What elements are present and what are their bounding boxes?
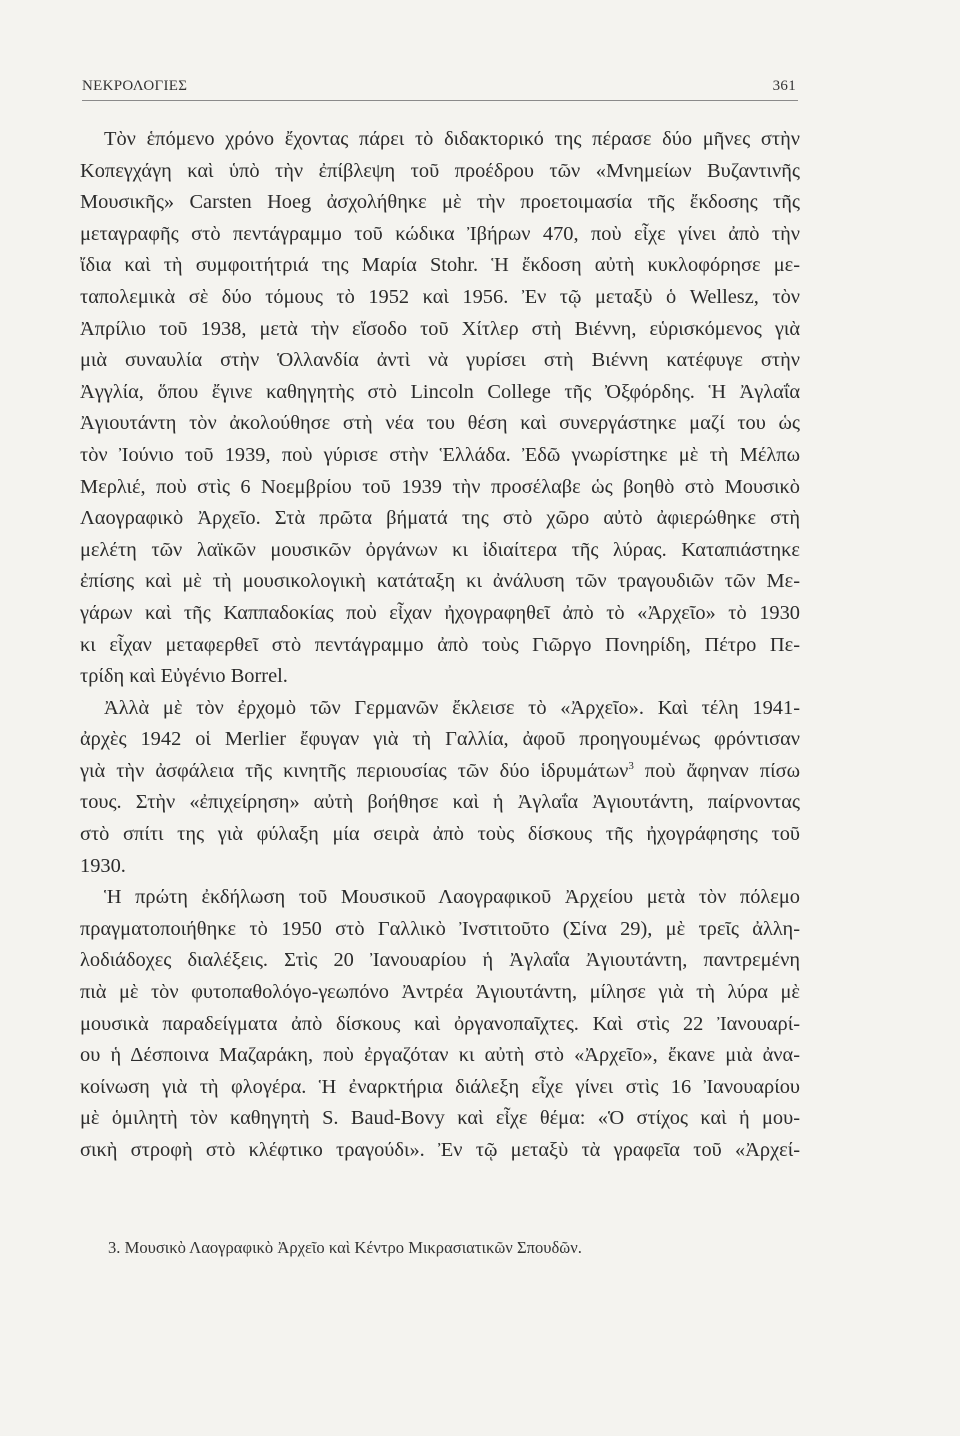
- text-line: τους. Στὴν «ἐπιχείρηση» αὐτὴ βοήθησε καὶ ἡ Ἀγλαΐα Ἀγιουτάντη, παίρνοντας: [80, 791, 800, 814]
- text-line: γάρων καὶ τῆς Καππαδοκίας ποὺ εἶχαν ἠχογραφηθεῖ ἀπὸ τὸ «Ἀρχεῖο» τὸ 1930: [80, 601, 800, 624]
- text-line: τρίδη καὶ Εὐγένιο Borrel.: [80, 665, 288, 688]
- text-line: στὸ σπίτι της γιὰ φύλαξη μία σειρὰ ἀπὸ τοὺς δίσκους τῆς ἠχογράφησης τοῦ: [80, 823, 800, 846]
- text-line: τὸν Ἰούνιο τοῦ 1939, ποὺ γύρισε στὴν Ἑλλάδα. Ἐδῶ γνωρίστηκε μὲ τὴ Μέλπω: [80, 443, 800, 466]
- text-line: μουσικὰ παραδείγματα ἀπὸ δίσκους καὶ ὀργανοπαῖχτες. Καὶ στὶς 22 Ἰανουαρί-: [80, 1012, 800, 1035]
- text-line: ταπολεμικὰ σὲ δύο τόμους τὸ 1952 καὶ 1956. Ἐν τῷ μεταξὺ ὁ Wellesz, τὸν: [80, 285, 800, 308]
- text-line: Ἀπρίλιο τοῦ 1938, μετὰ τὴν εἴσοδο τοῦ Χίτλερ στὴ Βιέννη, εὑρισκόμενος γιὰ: [80, 317, 800, 340]
- text-line: Ἀγιουτάντη τὸν ἀκολούθησε στὴ νέα του θέση καὶ συνεργάστηκε μαζί του ὡς: [80, 412, 800, 435]
- text-line: λοδιάδοχες διαλέξεις. Στὶς 20 Ἰανουαρίου ἡ Ἀγλαΐα Ἀγιουτάντη, παντρεμένη: [80, 949, 800, 972]
- text-line: Μουσικῆς» Carsten Hoeg ἀσχολήθηκε μὲ τὴν προετοιμασία τῆς ἔκδοσης τῆς: [80, 191, 800, 214]
- text-line: πραγματοποιήθηκε τὸ 1950 στὸ Γαλλικὸ Ἰνστιτοῦτο (Σίνα 29), μὲ τρεῖς ἀλλη-: [80, 917, 800, 940]
- page-number: 361: [772, 78, 796, 94]
- paragraph: [80, 124, 800, 693]
- text-line: γιὰ τὴν ἀσφάλεια τῆς κινητῆς περιουσίας τῶν δύο ἱδρυμάτων$^3$ ποὺ ἄφηναν πίσω: [80, 759, 800, 782]
- text-line: μὲ ὁμιλητὴ τὸν καθηγητὴ S. Baud-Bovy καὶ εἶχε θέμα: «Ὁ στίχος καὶ ἡ μου-: [80, 1107, 800, 1130]
- text-line: πιὰ μὲ τὸν φυτοπαθολόγο-γεωπόνο Ἀντρέα Ἀγιουτάντη, μίλησε γιὰ τὴ λύρα μὲ: [80, 981, 800, 1004]
- text-line: Λαογραφικὸ Ἀρχεῖο. Στὰ πρῶτα βήματά της στὸ χῶρο αὐτὸ ἀφιερώθηκε στὴ: [80, 507, 800, 530]
- text-line: Τὸν ἑπόμενο χρόνο ἔχοντας πάρει τὸ διδακτορικό της πέρασε δύο μῆνες στὴν: [104, 128, 800, 150]
- text-line: Κοπεγχάγη καὶ ὑπὸ τὴν ἐπίβλεψη τοῦ προέδρου τῶν «Μνημείων Βυζαντινῆς: [80, 159, 800, 182]
- body-text: [80, 124, 800, 1167]
- footnote-reference[interactable]: 3: [628, 760, 634, 773]
- footnote: 3. Μουσικὸ Λαογραφικὸ Ἀρχεῖο καὶ Κέντρο Μικρασιατικῶν Σπουδῶν.: [108, 1238, 582, 1257]
- text-line: Ἀγγλία, ὅπου ἔγινε καθηγητὴς στὸ Lincoln College τῆς Ὀξφόρδης. Ἡ Ἀγλαΐα: [80, 380, 800, 403]
- paragraph: [80, 693, 800, 883]
- text-line: μελέτη τῶν λαϊκῶν μουσικῶν ὀργάνων κι ἰδιαίτερα τῆς λύρας. Καταπιάστηκε: [80, 538, 800, 561]
- running-head: [82, 76, 798, 101]
- text-line: κοίνωση γιὰ τὴ φλογέρα. Ἡ ἐναρκτήρια διάλεξη εἶχε γίνει στὶς 16 Ἰανουαρίου: [80, 1075, 800, 1098]
- text-line: Ἡ πρώτη ἐκδήλωση τοῦ Μουσικοῦ Λαογραφικοῦ Ἀρχείου μετὰ τὸν πόλεμο: [104, 886, 800, 909]
- text-line: ἴδια καὶ τὴ συμφοιτήτριά της Μαρία Stohr. Ἡ ἔκδοση αὐτὴ κυκλοφόρησε με-: [80, 254, 800, 277]
- text-line: ἐπίσης καὶ μὲ τὴ μουσικολογικὴ κατάταξη κι ἀνάλυση τῶν τραγουδιῶν τῶν Με-: [80, 570, 800, 593]
- text-line: κι εἶχαν μεταφερθεῖ στὸ πεντάγραμμο ἀπὸ τοὺς Γιῶργο Πονηρίδη, Πέτρο Πε-: [80, 633, 800, 656]
- section-title: ΝΕΚΡΟΛΟΓΙΕΣ: [82, 78, 188, 94]
- text-line: μιὰ συναυλία στὴν Ὁλλανδία ἀντὶ νὰ γυρίσει στὴ Βιέννη κατέφυγε στὴν: [80, 349, 800, 372]
- text-line: Ἀλλὰ μὲ τὸν ἐρχομὸ τῶν Γερμανῶν ἔκλεισε τὸ «Ἀρχεῖο». Καὶ τέλη 1941-: [104, 696, 800, 719]
- text-line: σικὴ στροφὴ στὸ κλέφτικο τραγούδι». Ἐν τῷ μεταξὺ τὰ γραφεῖα τοῦ «Ἀρχεί-: [80, 1139, 800, 1161]
- text-line: 1930.: [80, 854, 126, 877]
- text-line: Μερλιέ, ποὺ στὶς 6 Νοεμβρίου τοῦ 1939 τὴν προσέλαβε ὡς βοηθὸ στὸ Μουσικὸ: [80, 475, 800, 498]
- text-line: ἀρχὲς 1942 οἱ Merlier ἔφυγαν γιὰ τὴ Γαλλία, ἀφοῦ προηγουμένως φρόντισαν: [80, 728, 800, 751]
- text-line-tail: ποὺ ἄφηναν πίσω: [633, 759, 800, 782]
- paragraph: [80, 882, 800, 1166]
- text-line: μεταγραφῆς στὸ πεντάγραμμο τοῦ κώδικα Ἰβήρων 470, ποὺ εἶχε γίνει ἀπὸ τὴν: [80, 222, 800, 245]
- text-line: ου ἡ Δέσποινα Μαζαράκη, ποὺ ἐργαζόταν κι αὐτὴ στὸ «Ἀρχεῖο», ἔκανε μιὰ ἀνα-: [80, 1044, 800, 1067]
